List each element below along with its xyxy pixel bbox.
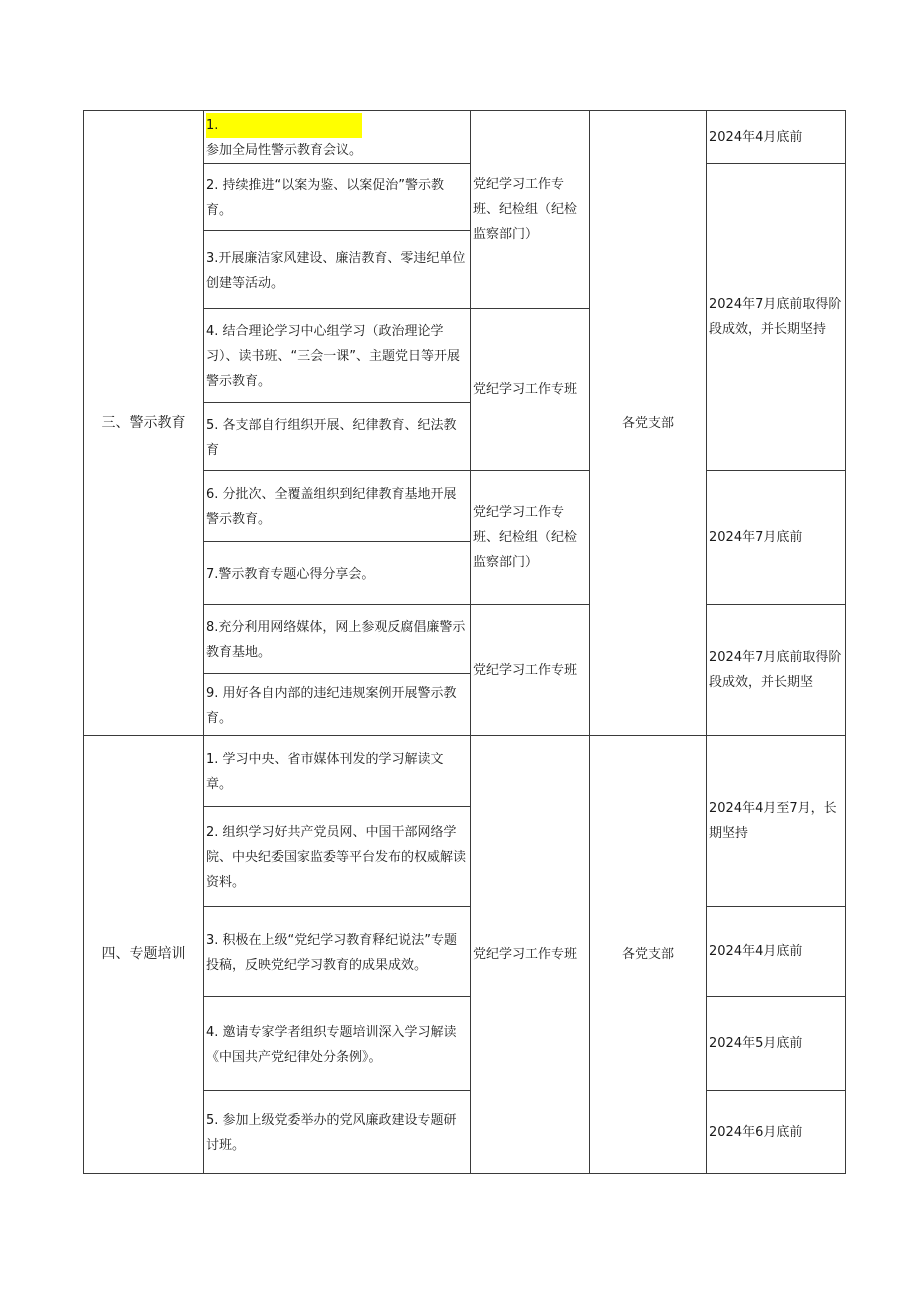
deadline-cell: 2024年4月底前 [706, 110, 846, 164]
highlighted-number: 1. [206, 113, 362, 138]
task-cell: 2. 持续推进“以案为鉴、以案促治”警示教育。 [203, 163, 471, 231]
task-cell: 7.警示教育专题心得分享会。 [203, 541, 471, 605]
task-cell: 9. 用好各自内部的违纪违规案例开展警示教育。 [203, 673, 471, 736]
deadline-cell: 2024年6月底前 [706, 1090, 846, 1174]
task-cell: 5. 参加上级党委举办的党风廉政建设专题研讨班。 [203, 1090, 471, 1174]
task-cell: 5. 各支部自行组织开展、纪律教育、纪法教育 [203, 402, 471, 471]
task-cell: 3. 积极在上级“党纪学习教育释纪说法”专题投稿，反映党纪学习教育的成果成效。 [203, 906, 471, 997]
task-cell: 4. 结合理论学习中心组学习（政治理论学习）、读书班、“三会一课”、主题党日等开展警示教育。 [203, 308, 471, 403]
deadline-cell: 2024年7月底前取得阶段成效，并长期坚持 [706, 163, 846, 471]
org-cell: 各党支部 [589, 110, 707, 736]
deadline-cell: 2024年7月底前 [706, 470, 846, 605]
deadline-cell: 2024年5月底前 [706, 996, 846, 1091]
dept-cell: 党纪学习工作专班 [470, 308, 590, 471]
task-cell: 8.充分利用网络媒体，网上参观反腐倡廉警示教育基地。 [203, 604, 471, 674]
deadline-cell: 2024年7月底前取得阶段成效，并长期坚 [706, 604, 846, 736]
task-cell: 4. 邀请专家学者组织专题培训深入学习解读《中国共产党纪律处分条例》。 [203, 996, 471, 1091]
task-cell: 3.开展廉洁家风建设、廉洁教育、零违纪单位创建等活动。 [203, 230, 471, 309]
dept-cell: 党纪学习工作专班 [470, 735, 590, 1174]
org-cell: 各党支部 [589, 735, 707, 1174]
dept-cell: 党纪学习工作专班 [470, 604, 590, 736]
category-warning-education: 三、警示教育 [83, 110, 204, 736]
task-cell: 2. 组织学习好共产党员网、中国干部网络学院、中央纪委国家监委等平台发布的权威解读资料。 [203, 806, 471, 907]
task-cell: 1. 参加全局性警示教育会议。 [203, 110, 471, 164]
category-special-training: 四、专题培训 [83, 735, 204, 1174]
task-cell: 6. 分批次、全覆盖组织到纪律教育基地开展警示教育。 [203, 470, 471, 542]
task-cell: 1. 学习中央、省市媒体刊发的学习解读文章。 [203, 735, 471, 807]
deadline-cell: 2024年4月至7月，长期坚持 [706, 735, 846, 907]
dept-cell: 党纪学习工作专班、纪检组（纪检监察部门） [470, 110, 590, 309]
deadline-cell: 2024年4月底前 [706, 906, 846, 997]
dept-cell: 党纪学习工作专班、纪检组（纪检监察部门） [470, 470, 590, 605]
